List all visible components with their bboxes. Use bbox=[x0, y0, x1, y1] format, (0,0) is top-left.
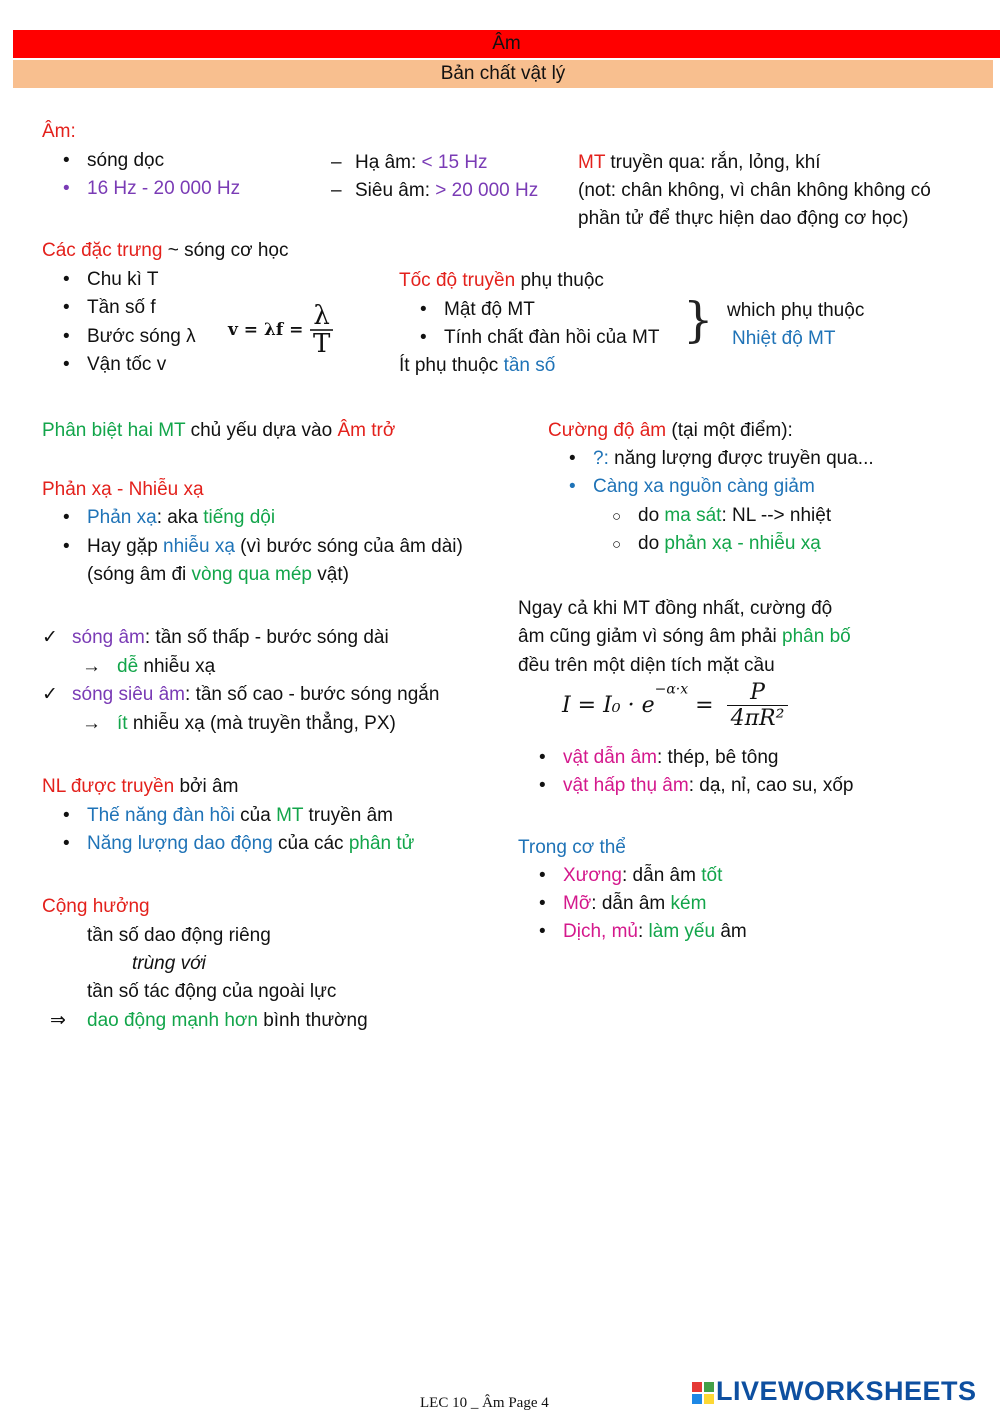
mt-label: MT bbox=[578, 152, 606, 173]
implies-icon: ⇒ bbox=[50, 1010, 66, 1031]
cong-huong-line: trùng với bbox=[132, 953, 206, 974]
it: ít bbox=[117, 713, 128, 734]
de-nhieu-xa bbox=[117, 656, 215, 679]
question: ?: bbox=[593, 448, 609, 469]
dac-trung-heading bbox=[42, 240, 288, 263]
dac-trung-item: • Tần số f bbox=[87, 297, 156, 320]
de: dễ bbox=[117, 656, 139, 677]
brace: } bbox=[683, 292, 714, 348]
dac-trung-item: • Chu kì T bbox=[87, 269, 158, 292]
vat-hap-thu-am: vật hấp thụ âm bbox=[563, 775, 689, 796]
nl-rest: bởi âm bbox=[174, 776, 239, 797]
hay-gap: Hay gặp bbox=[87, 536, 164, 557]
phan-bo: phân bố bbox=[782, 626, 851, 647]
formula-left: I = I₀ · e bbox=[562, 693, 655, 718]
cong-huong-line: tần số tác động của ngoài lực bbox=[87, 981, 337, 1002]
am-heading: Âm: bbox=[42, 121, 76, 142]
phan-xa-item bbox=[87, 536, 463, 559]
check-icon: ✓ bbox=[42, 684, 58, 705]
wave-formula-fraction bbox=[310, 303, 333, 357]
mt: MT bbox=[276, 805, 304, 826]
dich-mu: Dịch, mủ bbox=[563, 921, 638, 942]
do: do bbox=[638, 505, 665, 526]
toc-do-heading bbox=[399, 270, 604, 293]
tot: tốt bbox=[701, 865, 723, 886]
cuong-do-item: • Càng xa nguồn càng giảm bbox=[593, 476, 815, 499]
dac-trung-title: Các đặc trưng bbox=[42, 240, 163, 261]
co-the-item bbox=[563, 893, 706, 916]
it-nhieu-xa-desc: nhiễu xạ (mà truyền thẳng, PX) bbox=[127, 713, 396, 734]
song-am-line bbox=[72, 627, 389, 650]
cuong-do-heading bbox=[548, 420, 793, 443]
dao-dong-manh: dao động mạnh hơn bbox=[87, 1010, 258, 1031]
lam-yeu: làm yếu bbox=[648, 921, 716, 942]
mt-note-2: phần tử để thực hiện dao động cơ học) bbox=[578, 208, 909, 229]
binh-thuong: bình thường bbox=[257, 1010, 368, 1031]
do: do bbox=[638, 533, 665, 554]
song-sieu-am-desc: : tần số cao - bước sóng ngắn bbox=[185, 684, 440, 705]
nhieu-xa-term: nhiễu xạ bbox=[163, 536, 235, 557]
phan-xa-term: Phản xạ bbox=[87, 507, 157, 528]
phan-xa-item-cont bbox=[87, 564, 349, 587]
thep-be-tong: : thép, bê tông bbox=[657, 747, 779, 768]
page-footer: LEC 10 _ Âm Page 4 bbox=[420, 1395, 549, 1411]
cong-huong-result bbox=[87, 1010, 368, 1033]
arrow-icon: → bbox=[82, 713, 101, 734]
co-the-heading: Trong cơ thể bbox=[518, 837, 626, 858]
mt-rest: truyền qua: rắn, lỏng, khí bbox=[605, 152, 821, 173]
nhiet-do-mt: Nhiệt độ MT bbox=[732, 328, 836, 349]
song-sieu-am-term: sóng siêu âm bbox=[72, 684, 186, 705]
am-tro: Âm trở bbox=[337, 420, 396, 441]
xuong: Xương bbox=[563, 865, 622, 886]
dac-trung-item: • Bước sóng λ bbox=[87, 326, 196, 349]
nl-item bbox=[87, 833, 414, 856]
subtitle-bar bbox=[13, 60, 993, 88]
phan-xa-item bbox=[87, 507, 275, 530]
title-bar bbox=[13, 30, 1000, 58]
formula-equals: = bbox=[688, 693, 714, 718]
wave-formula: v = λf = bbox=[228, 320, 304, 340]
song-am-desc: : tần số thấp - bước sóng dài bbox=[144, 627, 389, 648]
cuong-do-item bbox=[593, 448, 874, 471]
colon: : bbox=[637, 921, 649, 942]
cuong-do-rest: (tại một điểm): bbox=[666, 420, 793, 441]
cua-cac: của các bbox=[272, 833, 349, 854]
ma-sat: ma sát bbox=[664, 505, 722, 526]
page-subtitle: Bản chất vật lý bbox=[440, 63, 566, 84]
mo: Mỡ bbox=[563, 893, 592, 914]
nhieu-xa: nhiễu xạ bbox=[138, 656, 216, 677]
vat-dan-am: vật dẫn âm bbox=[563, 747, 657, 768]
formula-num: P bbox=[727, 680, 789, 706]
truyen-am: truyền âm bbox=[303, 805, 393, 826]
liveworksheets-icon bbox=[692, 1382, 714, 1404]
ngay-ca-line: Ngay cả khi MT đồng nhất, cường độ bbox=[518, 598, 833, 619]
am-item-song-doc: • sóng dọc bbox=[87, 150, 164, 173]
sieu-am-line bbox=[355, 180, 538, 203]
page-title: Âm bbox=[492, 33, 521, 54]
nl-heading bbox=[42, 776, 238, 799]
tieng-doi: tiếng dội bbox=[203, 507, 276, 528]
cong-huong-line: tần số dao động riêng bbox=[87, 925, 271, 946]
ha-am-label: Hạ âm: bbox=[355, 152, 422, 173]
toc-do-title: Tốc độ truyền bbox=[399, 270, 516, 291]
dac-trung-rest: ~ sóng cơ học bbox=[162, 240, 289, 261]
formula-exponent: −α·x bbox=[654, 681, 689, 698]
phan-xa-nhieu-xa: phản xạ - nhiễu xạ bbox=[664, 533, 821, 554]
nl-nhiet: : NL --> nhiệt bbox=[721, 505, 832, 526]
kem: kém bbox=[670, 893, 707, 914]
nhieu-xa-reason: (vì bước sóng của âm dài) bbox=[234, 536, 463, 557]
toc-do-item: • Tính chất đàn hồi của MT bbox=[444, 327, 659, 350]
which-phu-thuoc: which phụ thuộc bbox=[727, 300, 865, 321]
it-phu-thuoc bbox=[399, 355, 555, 378]
sieu-am-value: > 20 000 Hz bbox=[435, 180, 539, 201]
brand-text: LIVEWORKSHEETS bbox=[716, 1376, 977, 1406]
am: âm bbox=[715, 921, 747, 942]
nang-luong-truyen: năng lượng được truyền qua... bbox=[608, 448, 874, 469]
cuong-do-title: Cường độ âm bbox=[548, 420, 667, 441]
phan-biet-b: chủ yếu dựa vào bbox=[185, 420, 338, 441]
intensity-formula bbox=[562, 680, 788, 731]
vat-item bbox=[563, 775, 853, 798]
the-nang: Thế năng đàn hồi bbox=[87, 805, 235, 826]
nl-item bbox=[87, 805, 393, 828]
it-phu-thuoc-label: Ít phụ thuộc bbox=[399, 355, 504, 376]
song-sieu-am-line bbox=[72, 684, 439, 707]
tan-so: tần số bbox=[503, 355, 556, 376]
formula-fraction bbox=[727, 680, 789, 731]
cong-huong-heading: Cộng hưởng bbox=[42, 896, 150, 917]
nang-luong: Năng lượng dao động bbox=[87, 833, 273, 854]
da-ni: : dạ, nỉ, cao su, xốp bbox=[688, 775, 854, 796]
ha-am-value: < 15 Hz bbox=[421, 152, 488, 173]
ha-am-line bbox=[355, 152, 488, 175]
vat: vật) bbox=[311, 564, 349, 585]
vong-qua-mep: vòng qua mép bbox=[191, 564, 312, 585]
ngay-ca-line: đều trên một diện tích mặt cầu bbox=[518, 655, 775, 676]
formula-denominator: T bbox=[313, 329, 331, 359]
vat-item bbox=[563, 747, 779, 770]
dac-trung-item: • Vận tốc v bbox=[87, 354, 166, 377]
co-the-item bbox=[563, 921, 747, 944]
song-am-di: (sóng âm đi bbox=[87, 564, 192, 585]
ngay-ca-line bbox=[518, 626, 851, 649]
cua: của bbox=[234, 805, 277, 826]
co-the-item bbox=[563, 865, 722, 888]
liveworksheets-logo[interactable] bbox=[692, 1376, 977, 1407]
it-nhieu-xa bbox=[117, 713, 396, 736]
phan-biet-a: Phân biệt hai MT bbox=[42, 420, 186, 441]
formula-den: 4πR² bbox=[730, 706, 785, 731]
formula-numerator: λ bbox=[310, 303, 333, 331]
mt-line bbox=[578, 152, 821, 175]
dan-am: : dẫn âm bbox=[622, 865, 702, 886]
phan-tu: phân tử bbox=[348, 833, 415, 854]
mt-note-1: (not: chân không, vì chân không không có bbox=[578, 180, 931, 201]
am-item-range: • 16 Hz - 20 000 Hz bbox=[87, 178, 240, 201]
song-am-term: sóng âm bbox=[72, 627, 145, 648]
phan-xa-aka: : aka bbox=[156, 507, 204, 528]
am-cung-giam: âm cũng giảm vì sóng âm phải bbox=[518, 626, 783, 647]
toc-do-item: • Mật độ MT bbox=[444, 299, 535, 322]
dan-am: : dẫn âm bbox=[591, 893, 671, 914]
toc-do-rest: phụ thuộc bbox=[515, 270, 604, 291]
cuong-do-sub bbox=[638, 533, 821, 556]
check-icon: ✓ bbox=[42, 627, 58, 648]
sieu-am-label: Siêu âm: bbox=[355, 180, 436, 201]
cuong-do-sub bbox=[638, 505, 831, 528]
arrow-icon: → bbox=[82, 656, 101, 677]
phan-biet-line bbox=[42, 420, 395, 443]
nl-title: NL được truyền bbox=[42, 776, 175, 797]
phan-xa-heading: Phản xạ - Nhiễu xạ bbox=[42, 479, 204, 500]
